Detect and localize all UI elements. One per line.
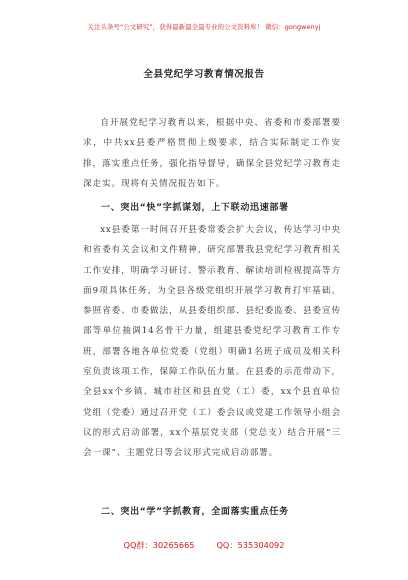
intro-paragraph: 自开展党纪学习教育以来，根据中央、省委和市委部署要求，中共xx县委严格贯彻上级要求，结合实际制定工作安排，落实重点任务，强化指导督导，确保全县党纪学习教育走深走实。现将有关情况报告如下。 [83, 118, 341, 189]
section-2-heading: 二、突出“学”字抓教育，全面落实重点任务 [101, 507, 289, 517]
section-1-paragraph: xx县委第一时间召开县委常委会扩大会议，传达学习中央和省委有关会议和文件精神，研究部署我县党纪学习教育相关工作安排，明确学习研讨、警示教育、解读培训检视提高等方面9项具体任务，为全县各级党组织开展学习教育打牢基础。参照省委、市委做法，从县委组织部、县纪委监委、县委宣传部等单位抽调14名骨干力量，组建县委党纪学习教育工作专班，部署各地各单位党委（党组）明确1名班子成员及相关科室负责该项工作，保障工作队伍力量。在县委的示范带动下，全县xx个乡镇、城市社区和县直党（工）委，xx个县直单位党组（党委）通过召开党（工）委会议或党建工作领导小组会议的形式启动部署，xx个基层党支部（党总支）结合开展“三会一课”、主题党日等会议形式完成启动部署。 [83, 225, 341, 459]
section-1-body [83, 220, 341, 464]
intro-section [83, 113, 341, 194]
section-1-heading: 一、突出“快”字抓谋划，上下联动迅速部署 [101, 203, 289, 213]
footer-qq: QQ：535304092 [216, 540, 285, 550]
footer-qq-group: QQ群：30265665 [123, 540, 195, 550]
page-title: 全县党纪学习教育情况报告 [143, 69, 265, 80]
header-notice: 关注头条号“公文研究”，获得最新最全最专业的公文资料库！ 微信：gongwenyj [87, 23, 321, 31]
footer-contact [0, 540, 408, 551]
